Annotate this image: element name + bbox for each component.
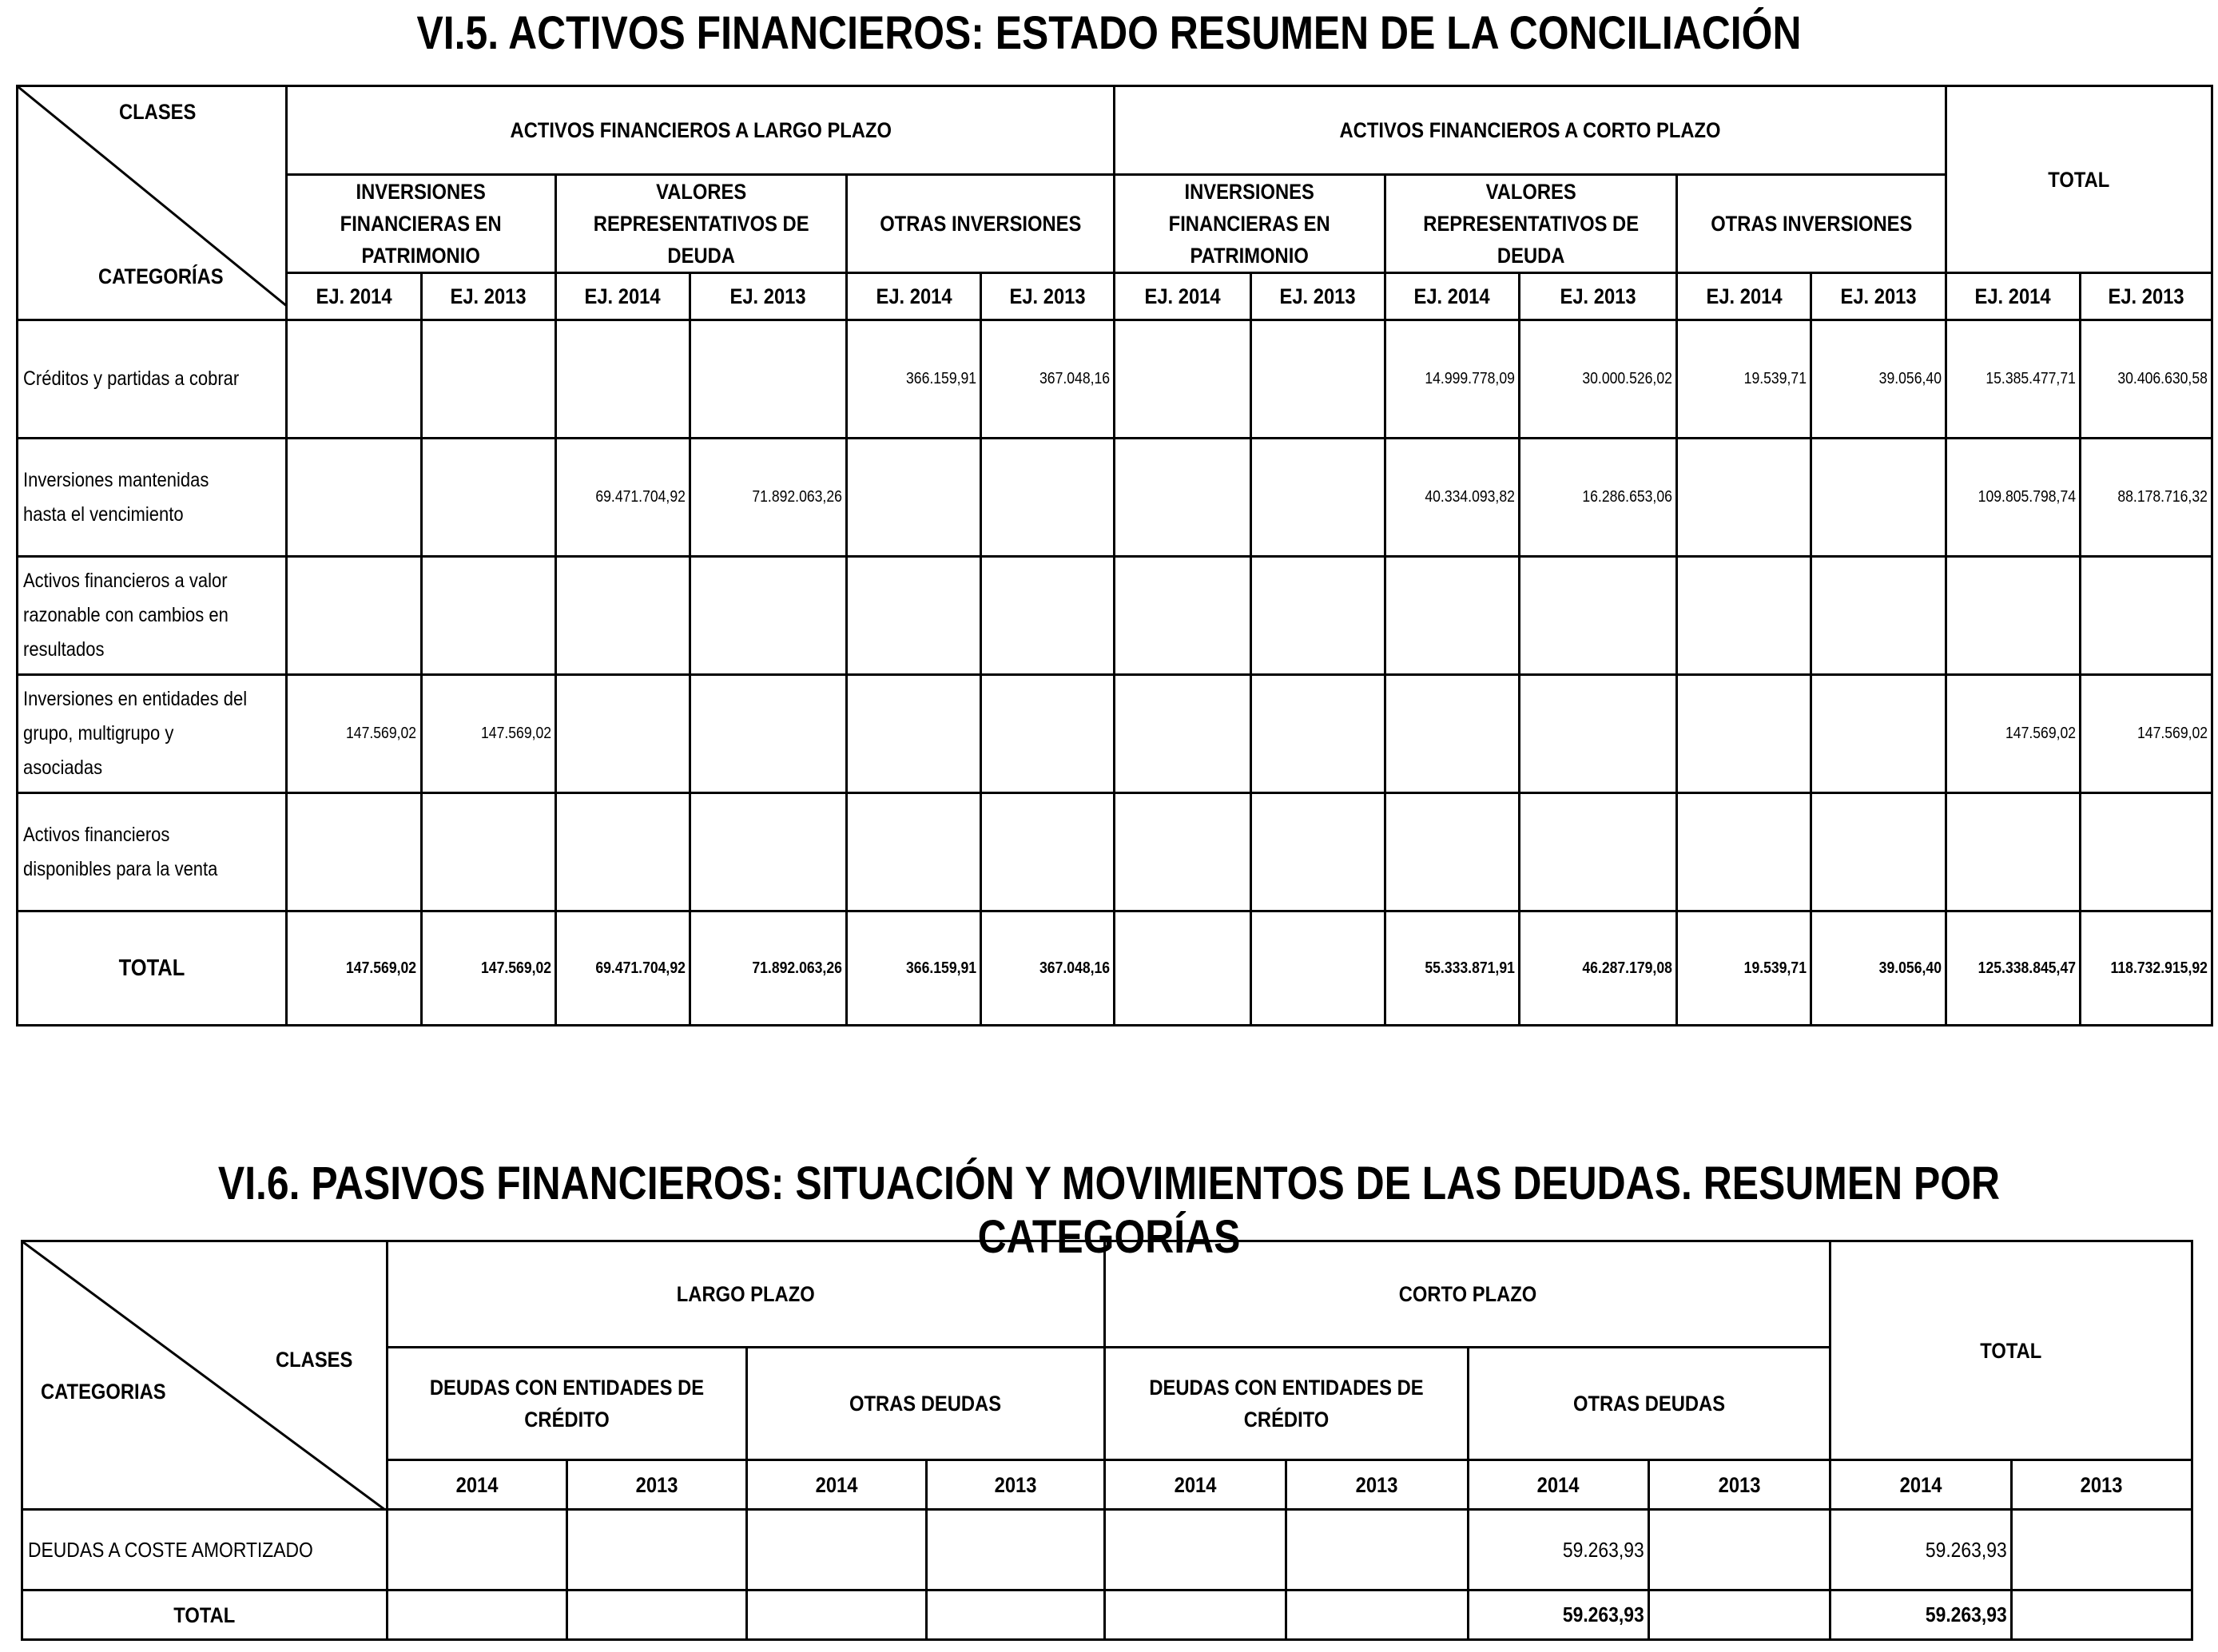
value-cell xyxy=(1250,557,1385,675)
total-value-cell: 55.333.871,91 xyxy=(1385,911,1519,1026)
value-cell xyxy=(1250,439,1385,557)
section2-title: VI.6. PASIVOS FINANCIEROS: SITUACIÓN Y MOVIMIENTOS DE LAS DEUDAS. RESUMEN POR CATEGORÍAS xyxy=(217,1158,2001,1263)
value-cell xyxy=(1677,793,1811,911)
value-cell xyxy=(555,320,690,439)
year-header: EJ. 2013 xyxy=(690,273,846,320)
value-cell: 367.048,16 xyxy=(981,320,1115,439)
value-cell xyxy=(1677,439,1811,557)
year-header: EJ. 2013 xyxy=(1811,273,1946,320)
value-cell xyxy=(847,557,981,675)
total-value-cell xyxy=(1286,1590,1469,1640)
total-value-cell: 46.287.179,08 xyxy=(1520,911,1677,1026)
value-cell: 147.569,02 xyxy=(421,675,555,793)
value-cell xyxy=(2012,1510,2192,1590)
sub-header-cp-credito: DEUDAS CON ENTIDADES DE CRÉDITO xyxy=(1105,1348,1469,1460)
sub-header-cp-patrimonio: INVERSIONES FINANCIERAS EN PATRIMONIO xyxy=(1115,175,1385,273)
value-cell: 19.539,71 xyxy=(1677,320,1811,439)
value-cell xyxy=(1115,439,1250,557)
total-value-cell xyxy=(567,1590,747,1640)
table-row xyxy=(18,320,2212,439)
corner-label-categorias: CATEGORÍAS xyxy=(98,264,224,288)
year-header: EJ. 2014 xyxy=(1677,273,1811,320)
total-value-cell xyxy=(2012,1590,2192,1640)
activos-financieros-table xyxy=(16,85,2213,1027)
value-cell: 88.178.716,32 xyxy=(2080,439,2212,557)
corner-label-clases: CLASES xyxy=(276,1348,353,1372)
value-cell xyxy=(1811,793,1946,911)
value-cell xyxy=(1811,439,1946,557)
value-cell xyxy=(1385,557,1519,675)
corner-cell xyxy=(22,1241,388,1510)
value-cell xyxy=(981,439,1115,557)
total-value-cell: 59.263,93 xyxy=(1469,1590,1649,1640)
group-header-largo-plazo: ACTIVOS FINANCIEROS A LARGO PLAZO xyxy=(287,86,1115,175)
total-row xyxy=(22,1590,2192,1640)
total-value-cell: 69.471.704,92 xyxy=(555,911,690,1026)
value-cell: 30.406.630,58 xyxy=(2080,320,2212,439)
sub-header-cp-valores: VALORES REPRESENTATIVOS DE DEUDA xyxy=(1385,175,1676,273)
year-header: 2013 xyxy=(1649,1460,1830,1510)
value-cell: 59.263,93 xyxy=(1830,1510,2012,1590)
value-cell xyxy=(421,439,555,557)
total-value-cell xyxy=(1250,911,1385,1026)
total-value-cell xyxy=(927,1590,1105,1640)
value-cell xyxy=(690,320,846,439)
value-cell xyxy=(287,557,421,675)
year-header: 2014 xyxy=(388,1460,567,1510)
total-value-cell: 366.159,91 xyxy=(847,911,981,1026)
year-header: EJ. 2014 xyxy=(1115,273,1250,320)
value-cell: 147.569,02 xyxy=(1946,675,2080,793)
value-cell xyxy=(981,675,1115,793)
value-cell xyxy=(555,793,690,911)
value-cell xyxy=(747,1510,927,1590)
value-cell xyxy=(690,793,846,911)
value-cell xyxy=(690,675,846,793)
row-label: Activos financieros a valor razonable con cambios en resultados xyxy=(18,557,287,675)
value-cell xyxy=(1520,793,1677,911)
value-cell xyxy=(1811,557,1946,675)
value-cell xyxy=(567,1510,747,1590)
row-label: DEUDAS A COSTE AMORTIZADO xyxy=(22,1510,388,1590)
corner-label-clases: CLASES xyxy=(119,100,197,124)
total-row xyxy=(18,911,2212,1026)
sub-header-lp-otras: OTRAS DEUDAS xyxy=(747,1348,1105,1460)
year-header: 2013 xyxy=(1286,1460,1469,1510)
year-header: 2013 xyxy=(927,1460,1105,1510)
value-cell xyxy=(1520,675,1677,793)
total-value-cell: 367.048,16 xyxy=(981,911,1115,1026)
value-cell xyxy=(421,557,555,675)
value-cell xyxy=(847,675,981,793)
total-value-cell: 71.892.063,26 xyxy=(690,911,846,1026)
group-header-total: TOTAL xyxy=(1830,1241,2192,1460)
value-cell xyxy=(555,675,690,793)
total-value-cell xyxy=(747,1590,927,1640)
value-cell xyxy=(1677,557,1811,675)
total-value-cell: 125.338.845,47 xyxy=(1946,911,2080,1026)
group-header-corto-plazo: CORTO PLAZO xyxy=(1105,1241,1830,1348)
total-value-cell xyxy=(1105,1590,1286,1640)
value-cell: 14.999.778,09 xyxy=(1385,320,1519,439)
value-cell xyxy=(1946,793,2080,911)
value-cell: 147.569,02 xyxy=(2080,675,2212,793)
table-row xyxy=(18,675,2212,793)
value-cell xyxy=(1250,675,1385,793)
year-header: EJ. 2013 xyxy=(1520,273,1677,320)
section1-title: VI.5. ACTIVOS FINANCIEROS: ESTADO RESUMEN DE LA CONCILIACIÓN xyxy=(416,7,1802,59)
row-label: Inversiones en entidades del grupo, multigrupo y asociadas xyxy=(18,675,287,793)
value-cell xyxy=(388,1510,567,1590)
total-value-cell: 39.056,40 xyxy=(1811,911,1946,1026)
sub-header-cp-otras: OTRAS INVERSIONES xyxy=(1677,175,1946,273)
sub-header-cp-otras: OTRAS DEUDAS xyxy=(1469,1348,1830,1460)
total-value-cell: 147.569,02 xyxy=(287,911,421,1026)
year-header: EJ. 2013 xyxy=(1250,273,1385,320)
value-cell xyxy=(981,793,1115,911)
group-header-corto-plazo: ACTIVOS FINANCIEROS A CORTO PLAZO xyxy=(1115,86,1946,175)
corner-cell xyxy=(18,86,287,320)
row-label: Créditos y partidas a cobrar xyxy=(18,320,287,439)
value-cell xyxy=(287,320,421,439)
value-cell xyxy=(421,793,555,911)
value-cell: 39.056,40 xyxy=(1811,320,1946,439)
value-cell xyxy=(1946,557,2080,675)
total-value-cell: 19.539,71 xyxy=(1677,911,1811,1026)
diagonal-divider xyxy=(23,1242,388,1510)
value-cell: 71.892.063,26 xyxy=(690,439,846,557)
value-cell xyxy=(421,320,555,439)
year-header: EJ. 2013 xyxy=(2080,273,2212,320)
value-cell xyxy=(1286,1510,1469,1590)
value-cell xyxy=(1115,675,1250,793)
value-cell xyxy=(1649,1510,1830,1590)
value-cell: 147.569,02 xyxy=(287,675,421,793)
value-cell xyxy=(1385,793,1519,911)
year-header: 2014 xyxy=(1105,1460,1286,1510)
value-cell xyxy=(287,793,421,911)
year-header: EJ. 2014 xyxy=(1385,273,1519,320)
value-cell: 69.471.704,92 xyxy=(555,439,690,557)
year-header: 2013 xyxy=(2012,1460,2192,1510)
value-cell xyxy=(847,439,981,557)
table-row xyxy=(18,793,2212,911)
value-cell xyxy=(1115,557,1250,675)
value-cell: 59.263,93 xyxy=(1469,1510,1649,1590)
group-header-total: TOTAL xyxy=(1946,86,2212,273)
value-cell xyxy=(847,793,981,911)
value-cell xyxy=(2080,557,2212,675)
value-cell xyxy=(1250,793,1385,911)
value-cell xyxy=(1385,675,1519,793)
value-cell xyxy=(1250,320,1385,439)
value-cell: 109.805.798,74 xyxy=(1946,439,2080,557)
group-header-largo-plazo: LARGO PLAZO xyxy=(388,1241,1105,1348)
year-header: EJ. 2014 xyxy=(555,273,690,320)
sub-header-lp-credito: DEUDAS CON ENTIDADES DE CRÉDITO xyxy=(388,1348,747,1460)
total-label: TOTAL xyxy=(22,1590,388,1640)
value-cell xyxy=(1811,675,1946,793)
total-value-cell: 118.732.915,92 xyxy=(2080,911,2212,1026)
year-header: EJ. 2013 xyxy=(981,273,1115,320)
sub-header-lp-otras: OTRAS INVERSIONES xyxy=(847,175,1115,273)
row-label: Inversiones mantenidas hasta el vencimiento xyxy=(18,439,287,557)
value-cell xyxy=(1520,557,1677,675)
table-row xyxy=(18,439,2212,557)
total-value-cell xyxy=(1649,1590,1830,1640)
total-label: TOTAL xyxy=(18,911,287,1026)
value-cell xyxy=(555,557,690,675)
total-value-cell: 147.569,02 xyxy=(421,911,555,1026)
value-cell xyxy=(1115,793,1250,911)
value-cell xyxy=(1105,1510,1286,1590)
row-label: Activos financieros disponibles para la venta xyxy=(18,793,287,911)
corner-label-categorias: CATEGORIAS xyxy=(41,1380,166,1404)
year-header: 2014 xyxy=(747,1460,927,1510)
value-cell xyxy=(1115,320,1250,439)
value-cell: 16.286.653,06 xyxy=(1520,439,1677,557)
year-header: EJ. 2014 xyxy=(287,273,421,320)
value-cell xyxy=(2080,793,2212,911)
sub-header-lp-patrimonio: INVERSIONES FINANCIERAS EN PATRIMONIO xyxy=(287,175,555,273)
year-header: 2014 xyxy=(1469,1460,1649,1510)
value-cell xyxy=(287,439,421,557)
value-cell xyxy=(690,557,846,675)
value-cell xyxy=(1677,675,1811,793)
year-header: 2014 xyxy=(1830,1460,2012,1510)
year-header: EJ. 2013 xyxy=(421,273,555,320)
pasivos-financieros-table xyxy=(21,1240,2193,1641)
table-row xyxy=(22,1510,2192,1590)
sub-header-lp-valores: VALORES REPRESENTATIVOS DE DEUDA xyxy=(555,175,846,273)
value-cell: 30.000.526,02 xyxy=(1520,320,1677,439)
value-cell: 40.334.093,82 xyxy=(1385,439,1519,557)
year-header: EJ. 2014 xyxy=(1946,273,2080,320)
total-value-cell xyxy=(1115,911,1250,1026)
value-cell xyxy=(927,1510,1105,1590)
year-header: EJ. 2014 xyxy=(847,273,981,320)
value-cell: 15.385.477,71 xyxy=(1946,320,2080,439)
year-header: 2013 xyxy=(567,1460,747,1510)
value-cell xyxy=(981,557,1115,675)
total-value-cell: 59.263,93 xyxy=(1830,1590,2012,1640)
table-row xyxy=(18,557,2212,675)
total-value-cell xyxy=(388,1590,567,1640)
value-cell: 366.159,91 xyxy=(847,320,981,439)
